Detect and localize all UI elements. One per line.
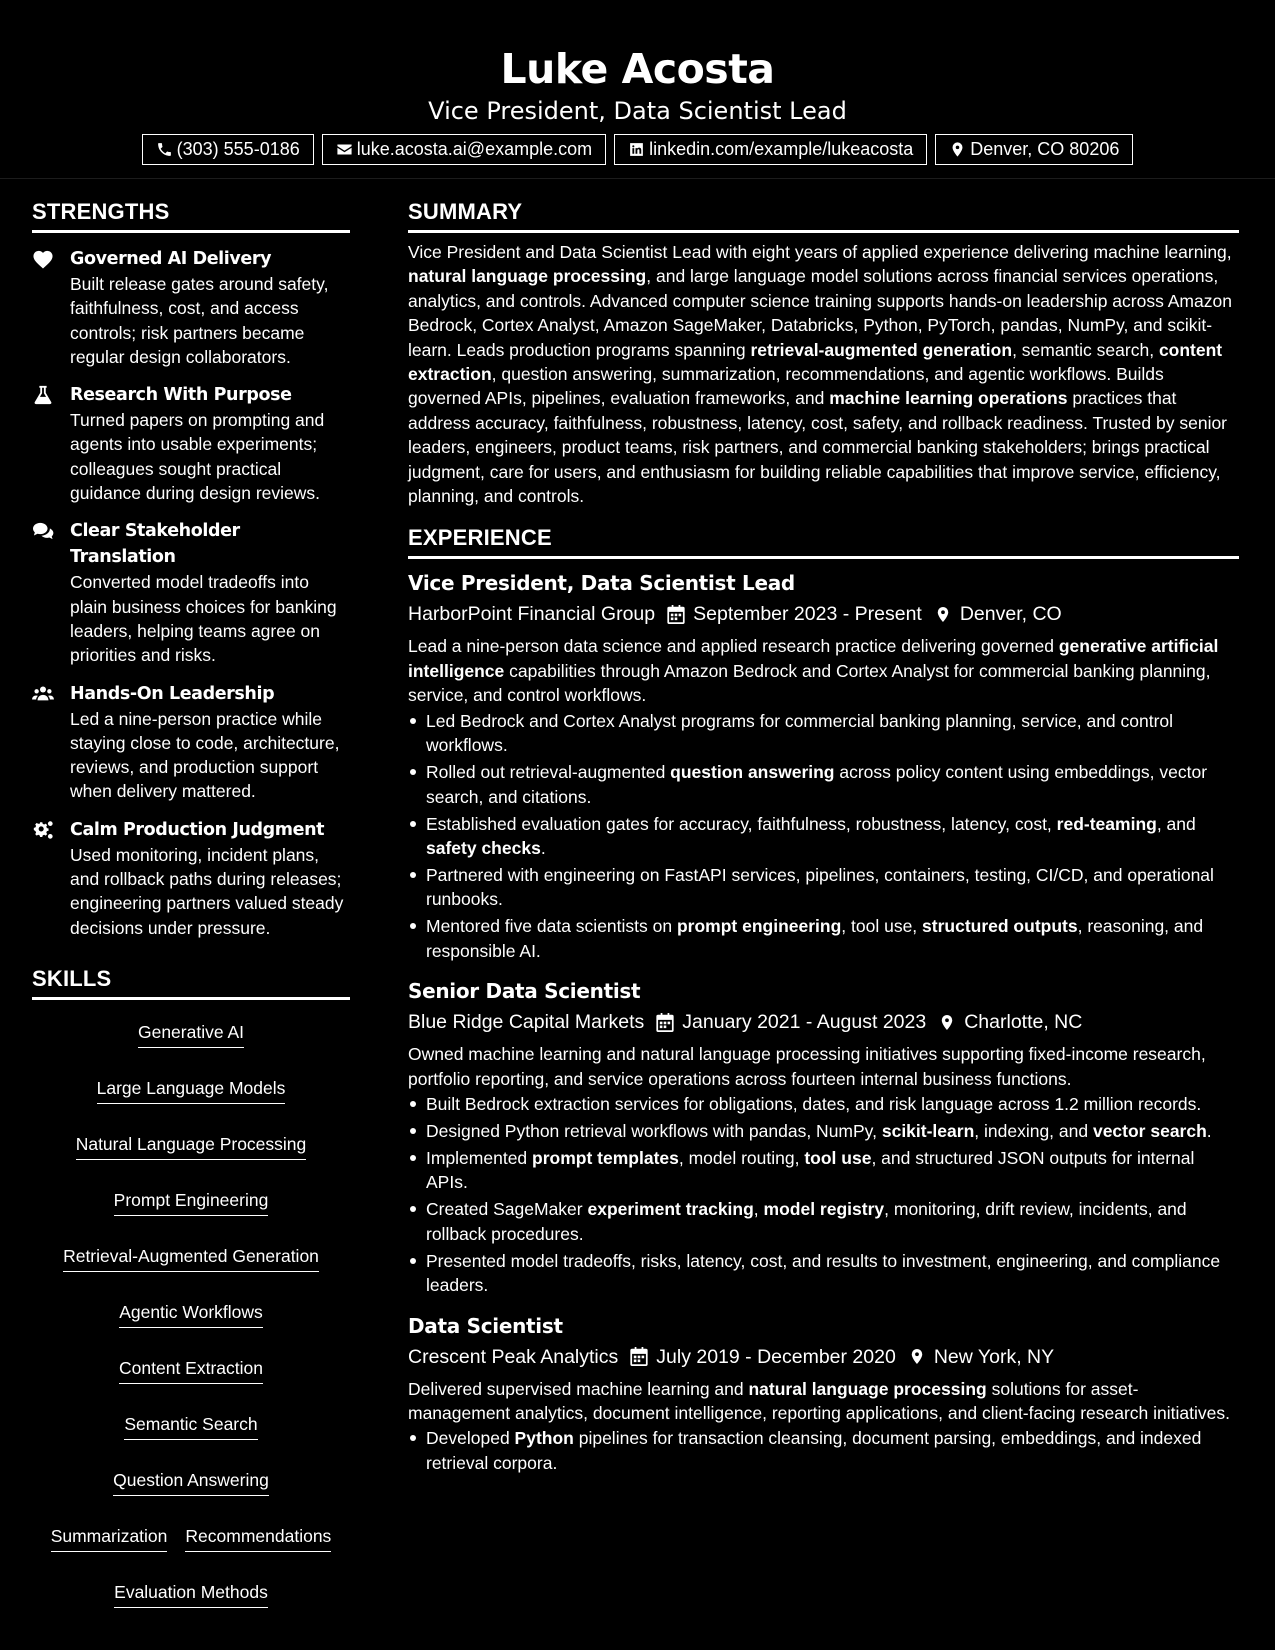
job-bullets [408, 1092, 1239, 1298]
experience-heading: EXPERIENCE [408, 524, 1239, 559]
strength-item [32, 518, 350, 667]
contact-linkedin-text: linkedin.com/example/lukeacosta [649, 139, 914, 159]
job-bullet: Built Bedrock extraction services for obligations, dates, and risk language across 1.2 million records. [408, 1092, 1239, 1116]
calendar-icon [656, 1013, 674, 1032]
skill-tag: Recommendations [185, 1524, 331, 1552]
strength-description: Led a nine-person practice while staying close to code, architecture, reviews, and production support when delivery mattered. [70, 708, 340, 802]
map-pin-icon [908, 1347, 926, 1366]
emphasis: prompt templates [532, 1147, 679, 1168]
emphasis: prompt engineering [676, 916, 842, 937]
skills-list [32, 1000, 350, 1608]
emphasis: red-teaming [1056, 813, 1157, 834]
skill-tag: Question Answering [113, 1468, 269, 1496]
skills-heading: SKILLS [32, 965, 350, 1000]
skill-tag: Content Extraction [119, 1356, 263, 1384]
skill-tag: Generative AI [138, 1020, 244, 1048]
job-entry [408, 569, 1239, 963]
job-bullet: Established evaluation gates for accuracy, faithfulness, robustness, latency, cost, red-teaming, and safety checks. [408, 812, 1239, 861]
job-bullet: Mentored five data scientists on prompt engineering, tool use, structured outputs, reasoning, and responsible AI. [408, 914, 1239, 963]
skill-tag: Natural Language Processing [76, 1132, 307, 1160]
skill-tag: Large Language Models [97, 1076, 286, 1104]
candidate-name: Luke Acosta [500, 45, 775, 93]
contact-phone-text: (303) 555-0186 [176, 139, 300, 159]
map-pin-icon [949, 141, 966, 158]
emphasis: content extraction [408, 339, 1223, 385]
emphasis: safety checks [426, 837, 541, 858]
strength-item [32, 817, 350, 940]
contact-phone[interactable] [142, 134, 314, 165]
job-title: Data Scientist [408, 1313, 563, 1338]
job-bullet: Implemented prompt templates, model routing, tool use, and structured JSON outputs for internal APIs. [408, 1146, 1239, 1195]
contact-bar [0, 134, 1275, 165]
job-meta [408, 600, 1239, 628]
left-column [32, 198, 350, 1608]
strength-title: Clear Stakeholder Translation [70, 521, 240, 568]
emphasis: structured outputs [922, 916, 1078, 937]
job-meta [408, 1343, 1239, 1371]
strength-description: Converted model tradeoffs into plain business choices for banking leaders, helping teams agree on priorities and risks. [70, 572, 337, 666]
job-entry [408, 1312, 1239, 1476]
summary-heading: SUMMARY [408, 198, 1239, 233]
skill-tag: Retrieval-Augmented Generation [63, 1244, 319, 1272]
emphasis: Python [514, 1428, 574, 1449]
emphasis: vector search [1092, 1120, 1207, 1141]
emphasis: experiment tracking [587, 1199, 754, 1220]
linkedin-icon [628, 141, 645, 158]
job-title: Senior Data Scientist [408, 979, 641, 1004]
resume-header [0, 0, 1275, 179]
strength-title: Governed AI Delivery [70, 249, 272, 269]
strengths-heading: STRENGTHS [32, 198, 350, 233]
job-bullet: Rolled out retrieval-augmented question answering across policy content using embeddings, vector search, and citations. [408, 760, 1239, 809]
heart-icon [32, 249, 54, 269]
job-bullet: Developed Python pipelines for transaction cleansing, document parsing, embeddings, and indexed retrieval corpora. [408, 1426, 1239, 1475]
emphasis: retrieval-augmented generation [750, 339, 1013, 360]
map-pin-icon [938, 1013, 956, 1032]
job-bullet: Led Bedrock and Cortex Analyst programs for commercial banking planning, service, and control workflows. [408, 709, 1239, 758]
emphasis: tool use [804, 1147, 872, 1168]
job-company: Blue Ridge Capital Markets [408, 1011, 645, 1034]
emphasis: model registry [763, 1199, 885, 1220]
candidate-headline: Vice President, Data Scientist Lead [428, 97, 847, 125]
strength-item [32, 382, 350, 505]
envelope-icon [336, 141, 353, 158]
strength-description: Turned papers on prompting and agents into usable experiments; colleagues sought practical guidance during design reviews. [70, 410, 325, 504]
job-description: Lead a nine-person data science and applied research practice delivering governed generative artificial intelligence capabilities through Amazon Bedrock and Cortex Analyst for commercial banking planning, service, and control workflows. [408, 636, 1219, 706]
right-column [408, 198, 1239, 1478]
job-bullet: Presented model tradeoffs, risks, latency, cost, and results to investment, engineering, and compliance leaders. [408, 1249, 1239, 1298]
contact-linkedin[interactable] [614, 134, 927, 165]
emphasis: scikit-learn [881, 1120, 975, 1141]
emphasis: natural language processing [748, 1378, 987, 1399]
job-dates: January 2021 - August 2023 [682, 1011, 927, 1034]
job-bullet: Created SageMaker experiment tracking, model registry, monitoring, drift review, incidents, and rollback procedures. [408, 1197, 1239, 1246]
job-entry [408, 977, 1239, 1297]
contact-email[interactable] [322, 134, 606, 165]
job-dates: July 2019 - December 2020 [656, 1345, 896, 1368]
job-location: Denver, CO [959, 603, 1062, 626]
summary-text: Vice President and Data Scientist Lead with eight years of applied experience delivering machine learning, natural language processing, and large language model solutions across financial services operations, analytics, and controls. Advanced computer science training supports hands-on leadership across Amazon Bedrock, Cortex Analyst, Amazon SageMaker, Databricks, Python, PyTorch, pandas, NumPy, and scikit-learn. Leads production programs spanning retrieval-augmented generation, semantic search, content extraction, question answering, summarization, recommendations, and agentic workflows. Builds governed APIs, pipelines, evaluation frameworks, and machine learning operations practices that address accuracy, faithfulness, robustness, latency, cost, safety, and rollback readiness. Trusted by senior leaders, engineers, product teams, risk partners, and commercial banking stakeholders; brings practical judgment, care for users, and enthusiasm for building reliable capabilities that improve service, efficiency, planning, and controls. [408, 242, 1232, 507]
contact-location-text: Denver, CO 80206 [970, 139, 1120, 159]
skill-tag: Semantic Search [124, 1412, 257, 1440]
skill-tag: Evaluation Methods [114, 1580, 268, 1608]
strength-description: Built release gates around safety, faithfulness, cost, and access controls; risk partners became regular design collaborators. [70, 274, 329, 367]
contact-location[interactable] [935, 134, 1133, 165]
job-location: New York, NY [933, 1345, 1055, 1368]
skill-tag: Agentic Workflows [119, 1300, 263, 1328]
skill-tag: Prompt Engineering [114, 1188, 269, 1216]
job-description: Owned machine learning and natural language processing initiatives supporting fixed-income research, portfolio reporting, and service operations across fourteen internal business functions. [408, 1044, 1206, 1089]
job-title: Vice President, Data Scientist Lead [408, 571, 795, 596]
emphasis: natural language processing [408, 266, 647, 287]
job-meta [408, 1008, 1239, 1036]
calendar-icon [630, 1347, 648, 1366]
strength-title: Research With Purpose [70, 385, 292, 406]
emphasis: machine learning operations [829, 388, 1068, 409]
strength-item [32, 681, 350, 804]
job-company: HarborPoint Financial Group [408, 603, 656, 626]
job-bullets [408, 1426, 1239, 1475]
strength-title: Calm Production Judgment [70, 819, 325, 840]
job-bullet: Designed Python retrieval workflows with pandas, NumPy, scikit-learn, indexing, and vector search. [408, 1119, 1239, 1143]
comments-icon [32, 521, 54, 541]
users-icon [32, 684, 54, 704]
calendar-icon [667, 605, 685, 624]
contact-email-text: luke.acosta.ai@example.com [356, 139, 593, 159]
skill-tag: Summarization [51, 1524, 168, 1552]
job-description: Delivered supervised machine learning and natural language processing solutions for asset-management analytics, document intelligence, reporting applications, and client-facing research initiatives. [408, 1378, 1230, 1423]
strength-title: Hands-On Leadership [70, 683, 275, 704]
job-company: Crescent Peak Analytics [408, 1345, 619, 1368]
emphasis: question answering [670, 762, 835, 783]
job-bullets [408, 709, 1239, 963]
strength-description: Used monitoring, incident plans, and rollback paths during releases; engineering partners valued steady decisions under pressure. [70, 844, 344, 938]
emphasis: generative artificial intelligence [408, 636, 1219, 681]
gears-icon [32, 820, 54, 840]
job-location: Charlotte, NC [964, 1011, 1083, 1034]
strength-item [32, 246, 350, 369]
job-bullet: Partnered with engineering on FastAPI services, pipelines, containers, testing, CI/CD, and operational runbooks. [408, 863, 1239, 912]
job-dates: September 2023 - Present [693, 603, 922, 626]
map-pin-icon [934, 605, 952, 624]
phone-icon [156, 141, 173, 158]
flask-icon [32, 385, 54, 405]
